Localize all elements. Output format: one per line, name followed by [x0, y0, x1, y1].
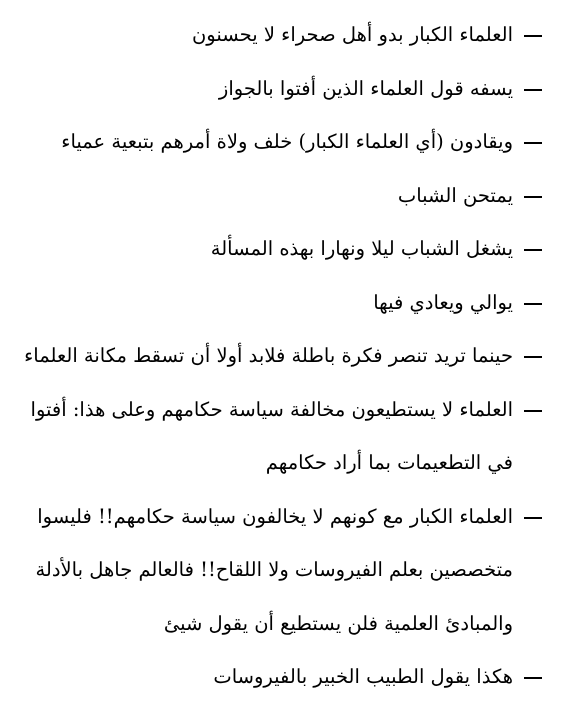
list-item-text: يوالي ويعادي فيها	[373, 290, 513, 314]
list-item-text: العلماء الكبار بدو أهل صحراء لا يحسنون	[191, 23, 513, 46]
list-item-text: العلماء لا يستطيعون مخالفة سياسة حكامهم وعلى هذا: أفتوا في التطعيمات بما أراد حكامهم	[30, 397, 513, 474]
list-item-text: يمتحن الشباب	[397, 183, 513, 207]
list-item	[14, 222, 544, 276]
list-item	[14, 115, 544, 169]
list-item-text: يسفه قول العلماء الذين أفتوا بالجواز	[218, 76, 513, 100]
list-item	[14, 490, 544, 651]
list-item	[14, 62, 544, 116]
list-item	[14, 650, 544, 704]
list-item-text: ويقادون (أي العلماء الكبار) خلف ولاة أمرهم بتبعية عمياء	[61, 130, 513, 153]
list-item-text: هكذا يقول الطبيب الخبير بالفيروسات	[213, 665, 513, 688]
list-item-text: حينما تريد تنصر فكرة باطلة فلابد أولا أن تسقط مكانة العلماء	[24, 344, 513, 367]
list-item-text: يشغل الشباب ليلا ونهارا بهذه المسألة	[210, 237, 513, 260]
list-item	[14, 276, 544, 330]
list-item	[14, 8, 544, 62]
list-item-text: العلماء الكبار مع كونهم لا يخالفون سياسة حكامهم!! فليسوا متخصصين بعلم الفيروسات ولا اللقاح!! فالعالم جاهل بالأدلة والمبادئ العلمية فلن يستطيع أن يقول شيئ	[35, 504, 513, 635]
list-item	[14, 383, 544, 490]
list-item	[14, 169, 544, 223]
bullet-list	[14, 8, 544, 704]
list-item	[14, 329, 544, 383]
